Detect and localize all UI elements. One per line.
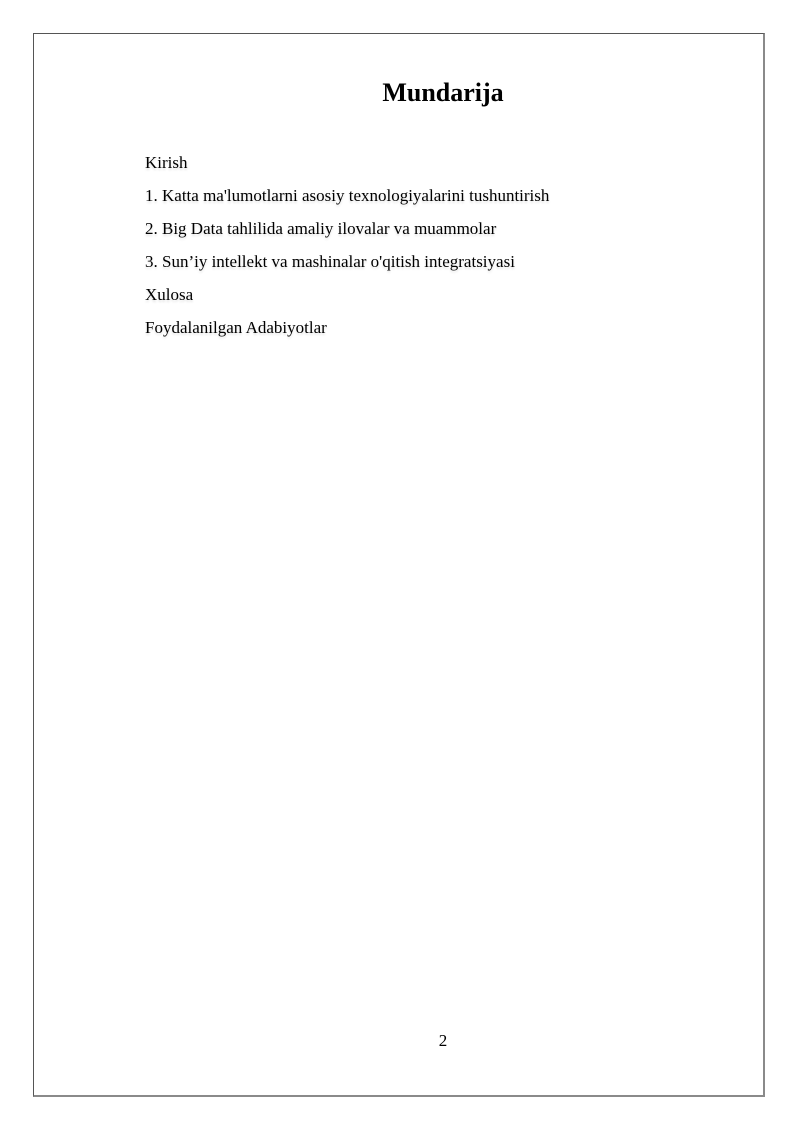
toc-item-chapter-1: 1. Katta ma'lumotlarni asosiy texnologiyalarini tushuntirish [145,186,550,205]
page-title: Mundarija [382,78,504,107]
table-of-contents [145,146,549,344]
toc-item-chapter-2: 2. Big Data tahlilida amaliy ilovalar va muammolar [145,219,497,238]
toc-item-chapter-3: 3. Sun’iy intellekt va mashinalar o'qitish integratsiyasi [145,252,515,271]
toc-item-references: Foydalanilgan Adabiyotlar [145,318,327,337]
toc-item-introduction: Kirish [145,153,188,172]
toc-item-conclusion: Xulosa [145,285,194,304]
page-number: 2 [438,1031,448,1050]
